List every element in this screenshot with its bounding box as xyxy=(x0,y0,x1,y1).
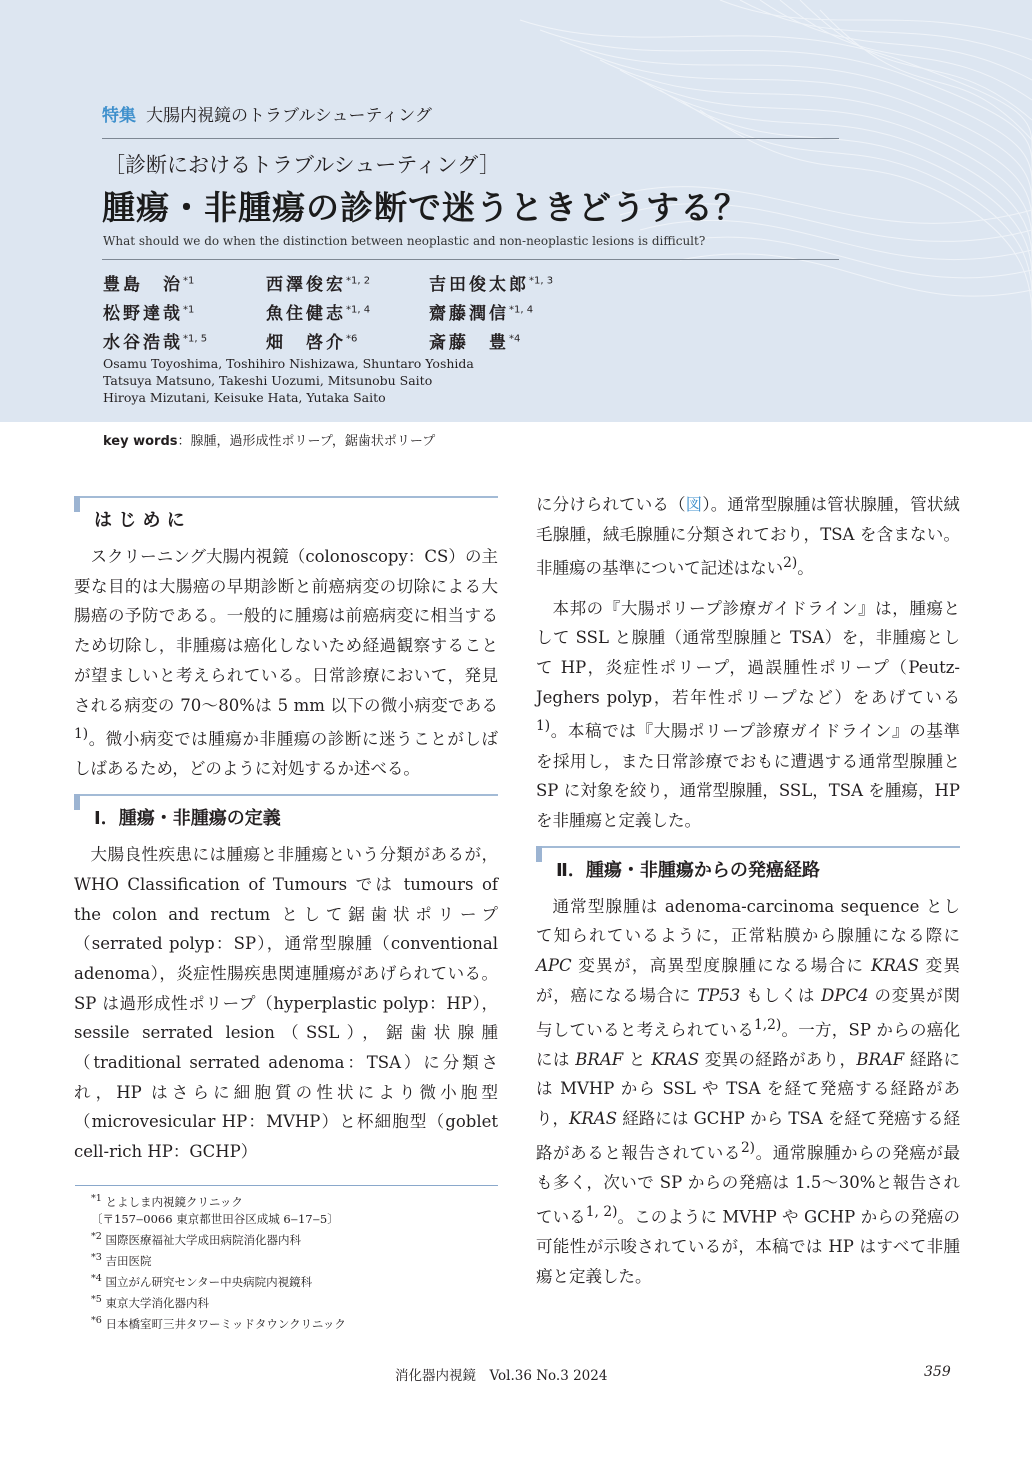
article-title: 腫瘍・非腫瘍の診断で迷うときどうする？ xyxy=(102,188,748,227)
author: 豊島 治$^{*1}$ xyxy=(103,275,195,295)
section-title: Ⅰ．腫瘍・非腫瘍の定義 xyxy=(94,808,281,830)
english-title: What should we do when the distinction between neoplastic and non-neoplastic lesions is difficult? xyxy=(103,234,706,248)
left-column xyxy=(74,496,498,1177)
journal-footer: 消化器内視鏡 Vol.36 No.3 2024 xyxy=(395,1368,608,1384)
feature-header xyxy=(102,101,432,126)
footnote: $^{*4}$ 国立がん研究センター中央病院内視鏡科 xyxy=(91,1273,313,1290)
english-author-line: Tatsuya Matsuno, Takeshi Uozumi, Mitsunobu Saito xyxy=(103,373,433,388)
section-heading-1 xyxy=(74,794,498,828)
keywords-separator: ： xyxy=(177,434,191,449)
section-title: Ⅱ．腫瘍・非腫瘍からの発癌経路 xyxy=(556,859,820,881)
footnote-divider xyxy=(75,1185,498,1186)
citation: 2) xyxy=(783,555,798,572)
right-column xyxy=(536,490,960,1301)
english-authors xyxy=(103,355,474,406)
paragraph: スクリーニング大腸内視鏡（colonoscopy：CS）の主要な目的は大腸癌の早期診断と前癌病変の切除による大腸癌の予防である。一般的に腫瘍は前癌病変に相当するため切除し，非腫瘍は癌化しないため経過観察することが望ましいと考えられている。日常診療において，発見される病変の 70〜80%は 5 mm 以下の微小病変である$^{1)}$。微小病変では腫瘍か非腫瘍の診断に迷うことがしばしばあるため，どのように対処するか述べる。 xyxy=(74,547,498,779)
footnotes xyxy=(91,1190,346,1333)
paragraph: 大腸良性疾患には腫瘍と非腫瘍という分類があるが，WHO Classification of Tumours では tumours of the colon and rectum として鋸歯状ポリープ（serrated polyp：SP），通常型腺腫（conventional adenoma），炎症性腸疾患関連腫瘍があげられている。SP は過形成性ポリープ（hyperplastic polyp：HP），sessile serrated lesion（SSL），鋸歯状腺腫（traditional serrated adenoma：TSA）に分類され，HP はさらに細胞質の性状により微小胞型（microvesicular HP：MVHP）と杯細胞型（goblet cell-rich HP：GCHP） xyxy=(74,845,498,1162)
author-list xyxy=(103,270,663,357)
author: 吉田俊太郎$^{*1, 3}$ xyxy=(429,275,554,295)
footnote: $^{*1}$ とよしま内視鏡クリニック xyxy=(91,1193,243,1209)
paragraph: に分けられている（図）。通常型腺腫は管状腺腫，管状絨毛腺腫，絨毛腺腫に分類されており，TSA を含まない。非腫瘍の基準について記述はない$^{2)}$。 xyxy=(536,495,961,578)
keywords-text: 腺腫，過形成性ポリープ，鋸歯状ポリープ xyxy=(190,434,436,449)
author-row xyxy=(103,328,663,357)
feature-title: 大腸内視鏡のトラブルシューティング xyxy=(146,106,432,126)
header-divider xyxy=(102,138,839,139)
section-title: は じ め に xyxy=(94,510,185,531)
footnote: 〔〒157‒0066 東京都世田谷区成城 6‒17‒5〕 xyxy=(91,1212,339,1227)
paragraph: 通常型腺腫は adenoma-carcinoma sequence として知られているように，正常粘膜から腺腫になる際に APC 変異が，高異型度腺腫になる場合に KRAS 変異が，癌になる場合に TP53 もしくは DPC4 の変異が関与していると考えられている$^{1,2)}$。一方，SP からの癌化には BRAF と KRAS 変異の経路があり，BRAF 経路には MVHP から SSL や TSA を経て発癌する経路があり，KRAS 経路には GCHP から TSA を経て発癌する経路があると報告されている$^{2)}$。通常腺腫からの発癌が最も多く，次いで SP からの発癌は 1.5〜30%と報告されている$^{1, 2)}$。このように MVHP や GCHP からの発癌の可能性が示唆されているが，本稿では HP はすべて非腫瘍と定義した。 xyxy=(536,896,961,1286)
article-category: ［診断におけるトラブルシューティング］ xyxy=(104,153,501,177)
author: 水谷浩哉$^{*1, 5}$ xyxy=(103,333,208,353)
citation: 1) xyxy=(74,726,89,743)
author: 魚住健志$^{*1, 4}$ xyxy=(266,304,371,324)
feature-tag: 特集 xyxy=(102,106,136,126)
page-number: 359 xyxy=(924,1364,951,1380)
footnote: $^{*6}$ 日本橋室町三井タワーミッドタウンクリニック xyxy=(91,1315,346,1332)
author: 齋藤潤信$^{*1, 4}$ xyxy=(429,304,534,324)
section-heading-2 xyxy=(536,846,960,880)
footnote: $^{*5}$ 東京大学消化器内科 xyxy=(91,1294,210,1311)
citation: 1) xyxy=(536,718,551,735)
english-author-line: Osamu Toyoshima, Toshihiro Nishizawa, Shuntaro Yoshida xyxy=(103,356,474,371)
author: 西澤俊宏$^{*1, 2}$ xyxy=(266,275,371,295)
title-divider xyxy=(102,259,839,260)
section-heading-intro xyxy=(74,496,498,530)
author-row xyxy=(103,299,663,328)
keywords-label: key words xyxy=(103,434,178,449)
footnote: $^{*2}$ 国際医療福祉大学成田病院消化器内科 xyxy=(91,1231,302,1248)
paragraph: 本邦の『大腸ポリープ診療ガイドライン』は，腫瘍として SSL と腺腫（通常型腺腫と TSA）を，非腫瘍として HP，炎症性ポリープ，過誤腫性ポリープ（Peutz-Jeghers polyp，若年性ポリープなど）をあげている$^{1)}$。本稿では『大腸ポリープ診療ガイドライン』の基準を採用し，また日常診療でおもに遭遇する通常型腺腫と SP に対象を絞り，通常型腺腫，SSL，TSA を腫瘍，HP を非腫瘍と定義した。 xyxy=(536,598,960,831)
author: 斎藤 豊$^{*4}$ xyxy=(429,333,521,353)
english-author-line: Hiroya Mizutani, Keisuke Hata, Yutaka Saito xyxy=(103,390,386,405)
author-row xyxy=(103,270,663,299)
figure-link[interactable]: 図 xyxy=(685,495,703,514)
footnote: $^{*3}$ 吉田医院 xyxy=(91,1252,152,1269)
keywords xyxy=(103,430,435,449)
author: 畑 啓介$^{*6}$ xyxy=(266,333,358,353)
author: 松野達哉$^{*1}$ xyxy=(103,304,195,324)
